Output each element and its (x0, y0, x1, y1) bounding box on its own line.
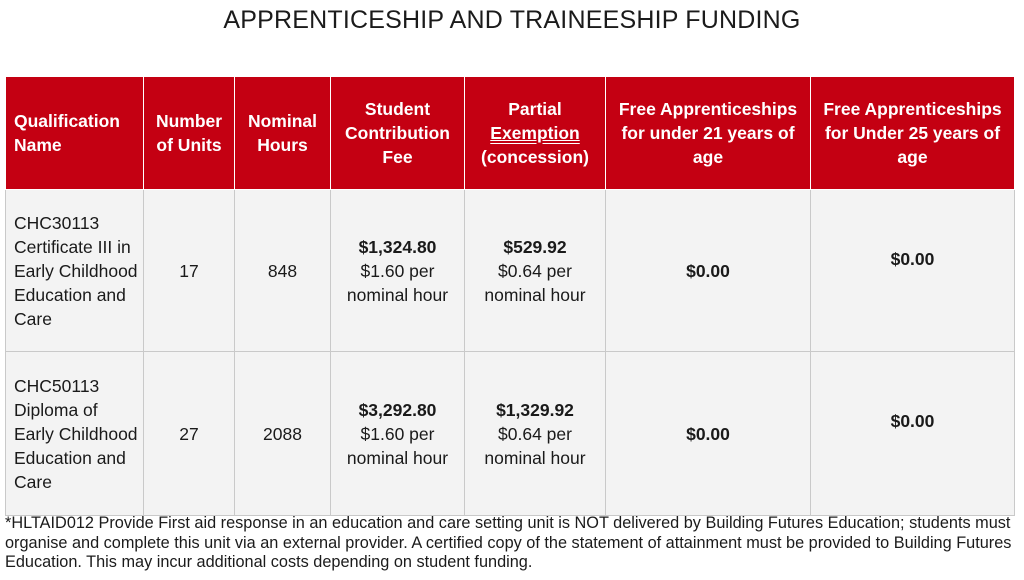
fee-total: $1,324.80 (358, 236, 437, 257)
table-row (6, 190, 1015, 352)
partial-total: $1,329.92 (496, 399, 574, 420)
header-partial-line2: Exemption (490, 123, 580, 143)
header-partial-line3: (concession) (481, 147, 589, 167)
header-qualification-name: Qualification Name (6, 77, 144, 190)
free21-cell (606, 352, 811, 516)
fee-rate: $1.60 per nominal hour (346, 260, 449, 305)
units-cell: 17 (144, 190, 235, 352)
partial-total: $529.92 (503, 236, 567, 257)
partial-cell (465, 352, 606, 516)
free25-cell (811, 352, 1015, 516)
partial-rate: $0.64 per nominal hour (484, 260, 586, 305)
funding-table (5, 76, 1015, 516)
free25-value: $0.00 (890, 249, 935, 269)
header-nominal-hours: Nominal Hours (235, 77, 331, 190)
table-row (6, 352, 1015, 516)
header-row (6, 77, 1015, 190)
header-free-under-21: Free Apprenticeships for under 21 years of age (606, 77, 811, 190)
free25-value: $0.00 (890, 411, 935, 431)
header-number-of-units: Number of Units (144, 77, 235, 190)
free25-cell (811, 190, 1015, 352)
fee-total: $3,292.80 (358, 399, 437, 420)
header-free-under-25: Free Apprenticeships for Under 25 years of age (811, 77, 1015, 190)
partial-rate: $0.64 per nominal hour (484, 423, 586, 468)
footnote: *HLTAID012 Provide First aid response in an education and care setting unit is NOT delivered by Building Futures Education; students must organise and complete this unit via an external provider. A certified copy of the statement of attainment must be provided to Building Futures Education. This may incur additional costs depending on student funding. (5, 514, 1012, 571)
partial-cell (465, 190, 606, 352)
header-student-contribution-fee: Student Contribution Fee (331, 77, 465, 190)
fee-rate: $1.60 per nominal hour (346, 423, 449, 468)
header-partial-exemption (465, 77, 606, 190)
fee-cell (331, 352, 465, 516)
qualification-cell: CHC30113 Certificate III in Early Childhood Education and Care (6, 190, 144, 352)
units-cell: 27 (144, 352, 235, 516)
free21-value: $0.00 (686, 260, 730, 281)
page-title: APPRENTICESHIP AND TRAINEESHIP FUNDING (223, 6, 801, 34)
fee-cell (331, 190, 465, 352)
hours-cell: 2088 (235, 352, 331, 516)
free21-value: $0.00 (686, 423, 730, 444)
free21-cell (606, 190, 811, 352)
hours-cell: 848 (235, 190, 331, 352)
qualification-cell: CHC50113 Diploma of Early Childhood Education and Care (6, 352, 144, 516)
header-partial-line1: Partial (508, 99, 562, 119)
